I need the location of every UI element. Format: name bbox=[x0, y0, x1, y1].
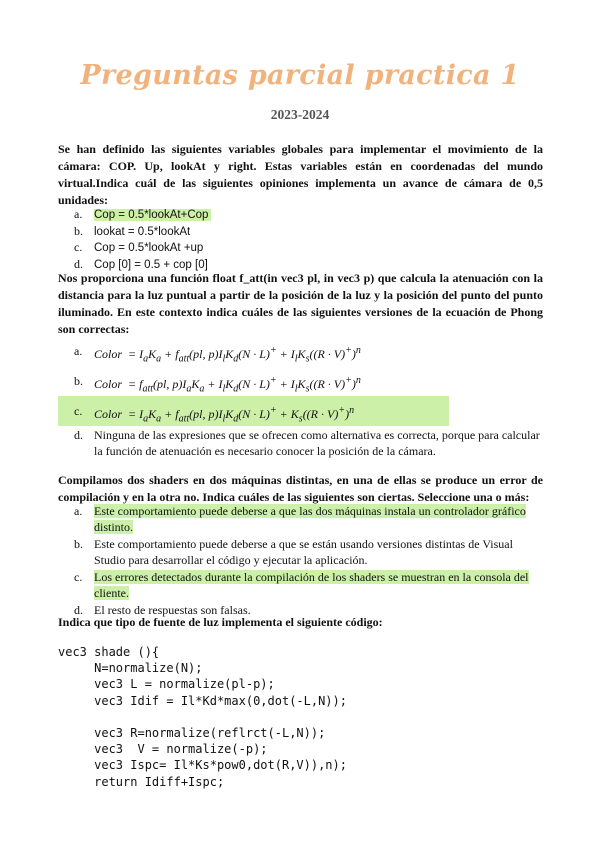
question-2-text: Nos proporciona una función float f_att(in vec3 pl, in vec3 p) que calcula la atenuación con la distancia para la luz puntual a partir de la posición de la luz y la posición del punto del punto iluminado. En este contexto indica cuáles de las siguientes versiones de la ecuación de Phong son correctas: bbox=[58, 271, 543, 336]
option-text: El resto de respuestas son falsas. bbox=[94, 603, 251, 617]
option-text: Cop [0] = 0.5 + cop [0] bbox=[94, 258, 208, 271]
option-item bbox=[58, 537, 544, 568]
option-item bbox=[58, 570, 544, 601]
option-letter: b. bbox=[74, 537, 83, 551]
question-1-text: Se han definido las siguientes variables globales para implementar el movimiento de la cámara: COP. Up, lookAt y right. Estas variables están en coordenadas del mundo virtual.Indica cuál de las siguientes opiniones implementa un avance de cámara de 0,5 unidades: bbox=[58, 142, 543, 207]
option-text: Cop = 0.5*lookAt +up bbox=[94, 242, 204, 254]
document-title: Preguntas parcial practica 1 bbox=[80, 60, 520, 91]
option-letter: c. bbox=[74, 404, 83, 418]
option-text: Los errores detectados durante la compilación de los shaders se muestran en la consola del cliente. bbox=[94, 570, 529, 600]
phong-formula-c: Color = $I_aK_a + f_{att}(pl$, $p)I_lK_d(N \cdot L)^+ + K_s((R \cdot V)^+)^n$ bbox=[94, 405, 355, 425]
option-letter: d. bbox=[74, 428, 83, 442]
option-item bbox=[58, 504, 544, 535]
option-item bbox=[58, 336, 544, 366]
option-item bbox=[58, 240, 544, 257]
option-letter: c. bbox=[74, 240, 83, 254]
question-2-options bbox=[58, 336, 544, 459]
option-letter: d. bbox=[74, 603, 83, 617]
option-text: Este comportamiento puede deberse a que las dos máquinas instala un controlador gráfico distinto. bbox=[94, 504, 526, 534]
question-1-options bbox=[58, 207, 544, 273]
phong-formula-a: Color = $I_aK_a + f_{att}(pl$, $p)I_lK_d(N \cdot L)^+ + I_lK_s((R \cdot V)^+)^n$ bbox=[94, 345, 361, 365]
option-letter: a. bbox=[74, 207, 83, 221]
option-letter: b. bbox=[74, 223, 83, 238]
option-item bbox=[58, 396, 449, 426]
option-letter: a. bbox=[74, 504, 83, 518]
option-text: Este comportamiento puede deberse a que se están usando versiones distintas de Visual Studio para desarrollar el código y ejecutar la aplicación. bbox=[94, 537, 513, 567]
option-item bbox=[58, 207, 544, 224]
question-4-text: Indica que tipo de fuente de luz implementa el siguiente código: bbox=[58, 615, 383, 629]
option-item bbox=[58, 224, 544, 241]
option-letter: a. bbox=[74, 344, 83, 358]
option-letter: d. bbox=[74, 256, 83, 271]
phong-formula-b: Color = $f_{att}(pl$, $p)I_aK_a + I_lK_d(N \cdot L)^+ + I_lK_s((R \cdot V)^+)^n$ bbox=[94, 375, 361, 395]
option-letter: b. bbox=[74, 374, 83, 388]
option-letter: c. bbox=[74, 570, 83, 584]
option-text: Cop = 0.5*lookAt+Cop bbox=[94, 209, 211, 221]
option-text: lookat = 0.5*lookAt bbox=[94, 225, 191, 238]
document-year: 2023-2024 bbox=[270, 107, 330, 122]
option-text: Ninguna de las expresiones que se ofrecen como alternativa es correcta, porque para calcular la función de atenuación es necesario conocer la posición de la cámara. bbox=[94, 428, 540, 458]
code-block: vec3 shade (){ N=normalize(N); vec3 L = normalize(pl-p); vec3 Idif = Il*Kd*max(0,dot(-L,N)); vec3 R=normalize(reflrct(-L,N)); vec3 V = normalize(-p); vec3 Ispc= Il*Ks*pow0,dot(R,V)),n); return Idiff+Ispc; bbox=[58, 645, 347, 789]
option-item bbox=[58, 428, 544, 459]
question-3-text: Compilamos dos shaders en dos máquinas distintas, en una de ellas se produce un error de compilación y en la otra no. Indica cuáles de las siguientes son ciertas. Seleccione una o más: bbox=[58, 473, 543, 504]
option-item bbox=[58, 366, 544, 396]
question-3-options bbox=[58, 504, 544, 619]
